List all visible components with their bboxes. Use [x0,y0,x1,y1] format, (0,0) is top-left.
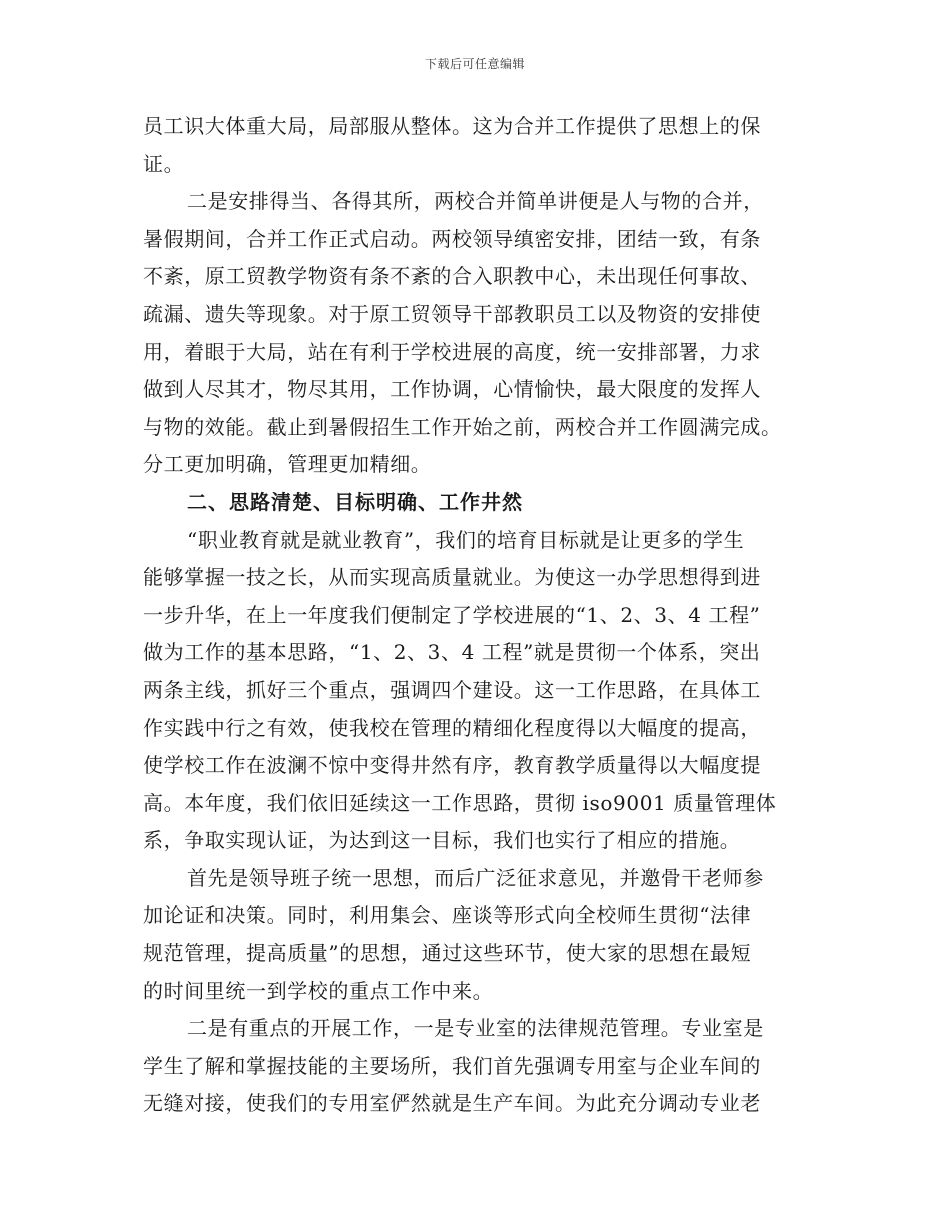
text-line: 做到人尽其才，物尽其用，工作协调，心情愉快，最大限度的发挥人 [143,377,761,402]
text-line: 暑假期间，合并工作正式启动。两校领导缜密安排，团结一致，有条 [143,226,761,251]
text-line: 规范管理，提高质量”的思想，通过这些环节，使大家的思想在最短 [143,941,752,966]
text-line: 两条主线，抓好三个重点，强调四个建设。这一工作思路，在具体工 [143,677,761,702]
text-line: 疏漏、遗失等现象。对于原工贸领导干部教职员工以及物资的安排使 [143,301,761,326]
text-line: 高。本年度，我们依旧延续这一工作思路，贯彻 iso9001 质量管理体 [143,790,777,815]
text-line: 使学校工作在波澜不惊中变得井然有序，教育教学质量得以大幅度提 [143,753,761,778]
text-line: 与物的效能。截止到暑假招生工作开始之前，两校合并工作圆满完成。 [143,414,782,439]
text-line: 的时间里统一到学校的重点工作中来。 [143,978,494,1003]
text-line: 员工识大体重大局，局部服从整体。这为合并工作提供了思想上的保 [143,114,761,138]
text-line: 加论证和决策。同时，利用集会、座谈等形式向全校师生贯彻“法律 [143,903,752,928]
text-line: 二是有重点的开展工作，一是专业室的法律规范管理。专业室是 [187,1016,764,1041]
text-line: 无缝对接，使我们的专用室俨然就是生产车间。为此充分调动专业老 [143,1091,761,1116]
text-line: 分工更加明确，管理更加精细。 [143,452,432,477]
text-line: 二是安排得当、各得其所，两校合并简单讲便是人与物的合并， [187,189,764,214]
text-line: “职业教育就是就业教育”，我们的培育目标就是让更多的学生 [187,527,745,552]
text-line: 证。 [143,151,185,176]
text-line: 首先是领导班子统一思想，而后广泛征求意见，并邀骨干老师参 [187,865,764,890]
text-line: 不紊，原工贸教学物资有条不紊的合入职教中心，未出现任何事故、 [143,264,761,289]
text-line: 做为工作的基本思路，“1、2、3、4 工程”就是贯彻一个体系，突出 [143,640,761,665]
document-body [143,108,808,1123]
text-line: 系，争取实现认证，为达到这一目标，我们也实行了相应的措施。 [143,828,741,853]
section-heading: 二、思路清楚、目标明确、工作井然 [187,489,523,514]
page-header: 下载后可任意编辑 [424,57,525,71]
text-line: 用，着眼于大局，站在有利于学校进展的高度，统一安排部署，力求 [143,339,761,364]
text-line: 一步升华，在上一年度我们便制定了学校进展的“1、2、3、4 工程” [143,602,761,627]
text-line: 学生了解和掌握技能的主要场所，我们首先强调专用室与企业车间的 [143,1053,761,1078]
text-line: 能够掌握一技之长，从而实现高质量就业。为使这一办学思想得到进 [143,565,761,590]
text-line: 作实践中行之有效，使我校在管理的精细化程度得以大幅度的提高， [143,715,761,740]
